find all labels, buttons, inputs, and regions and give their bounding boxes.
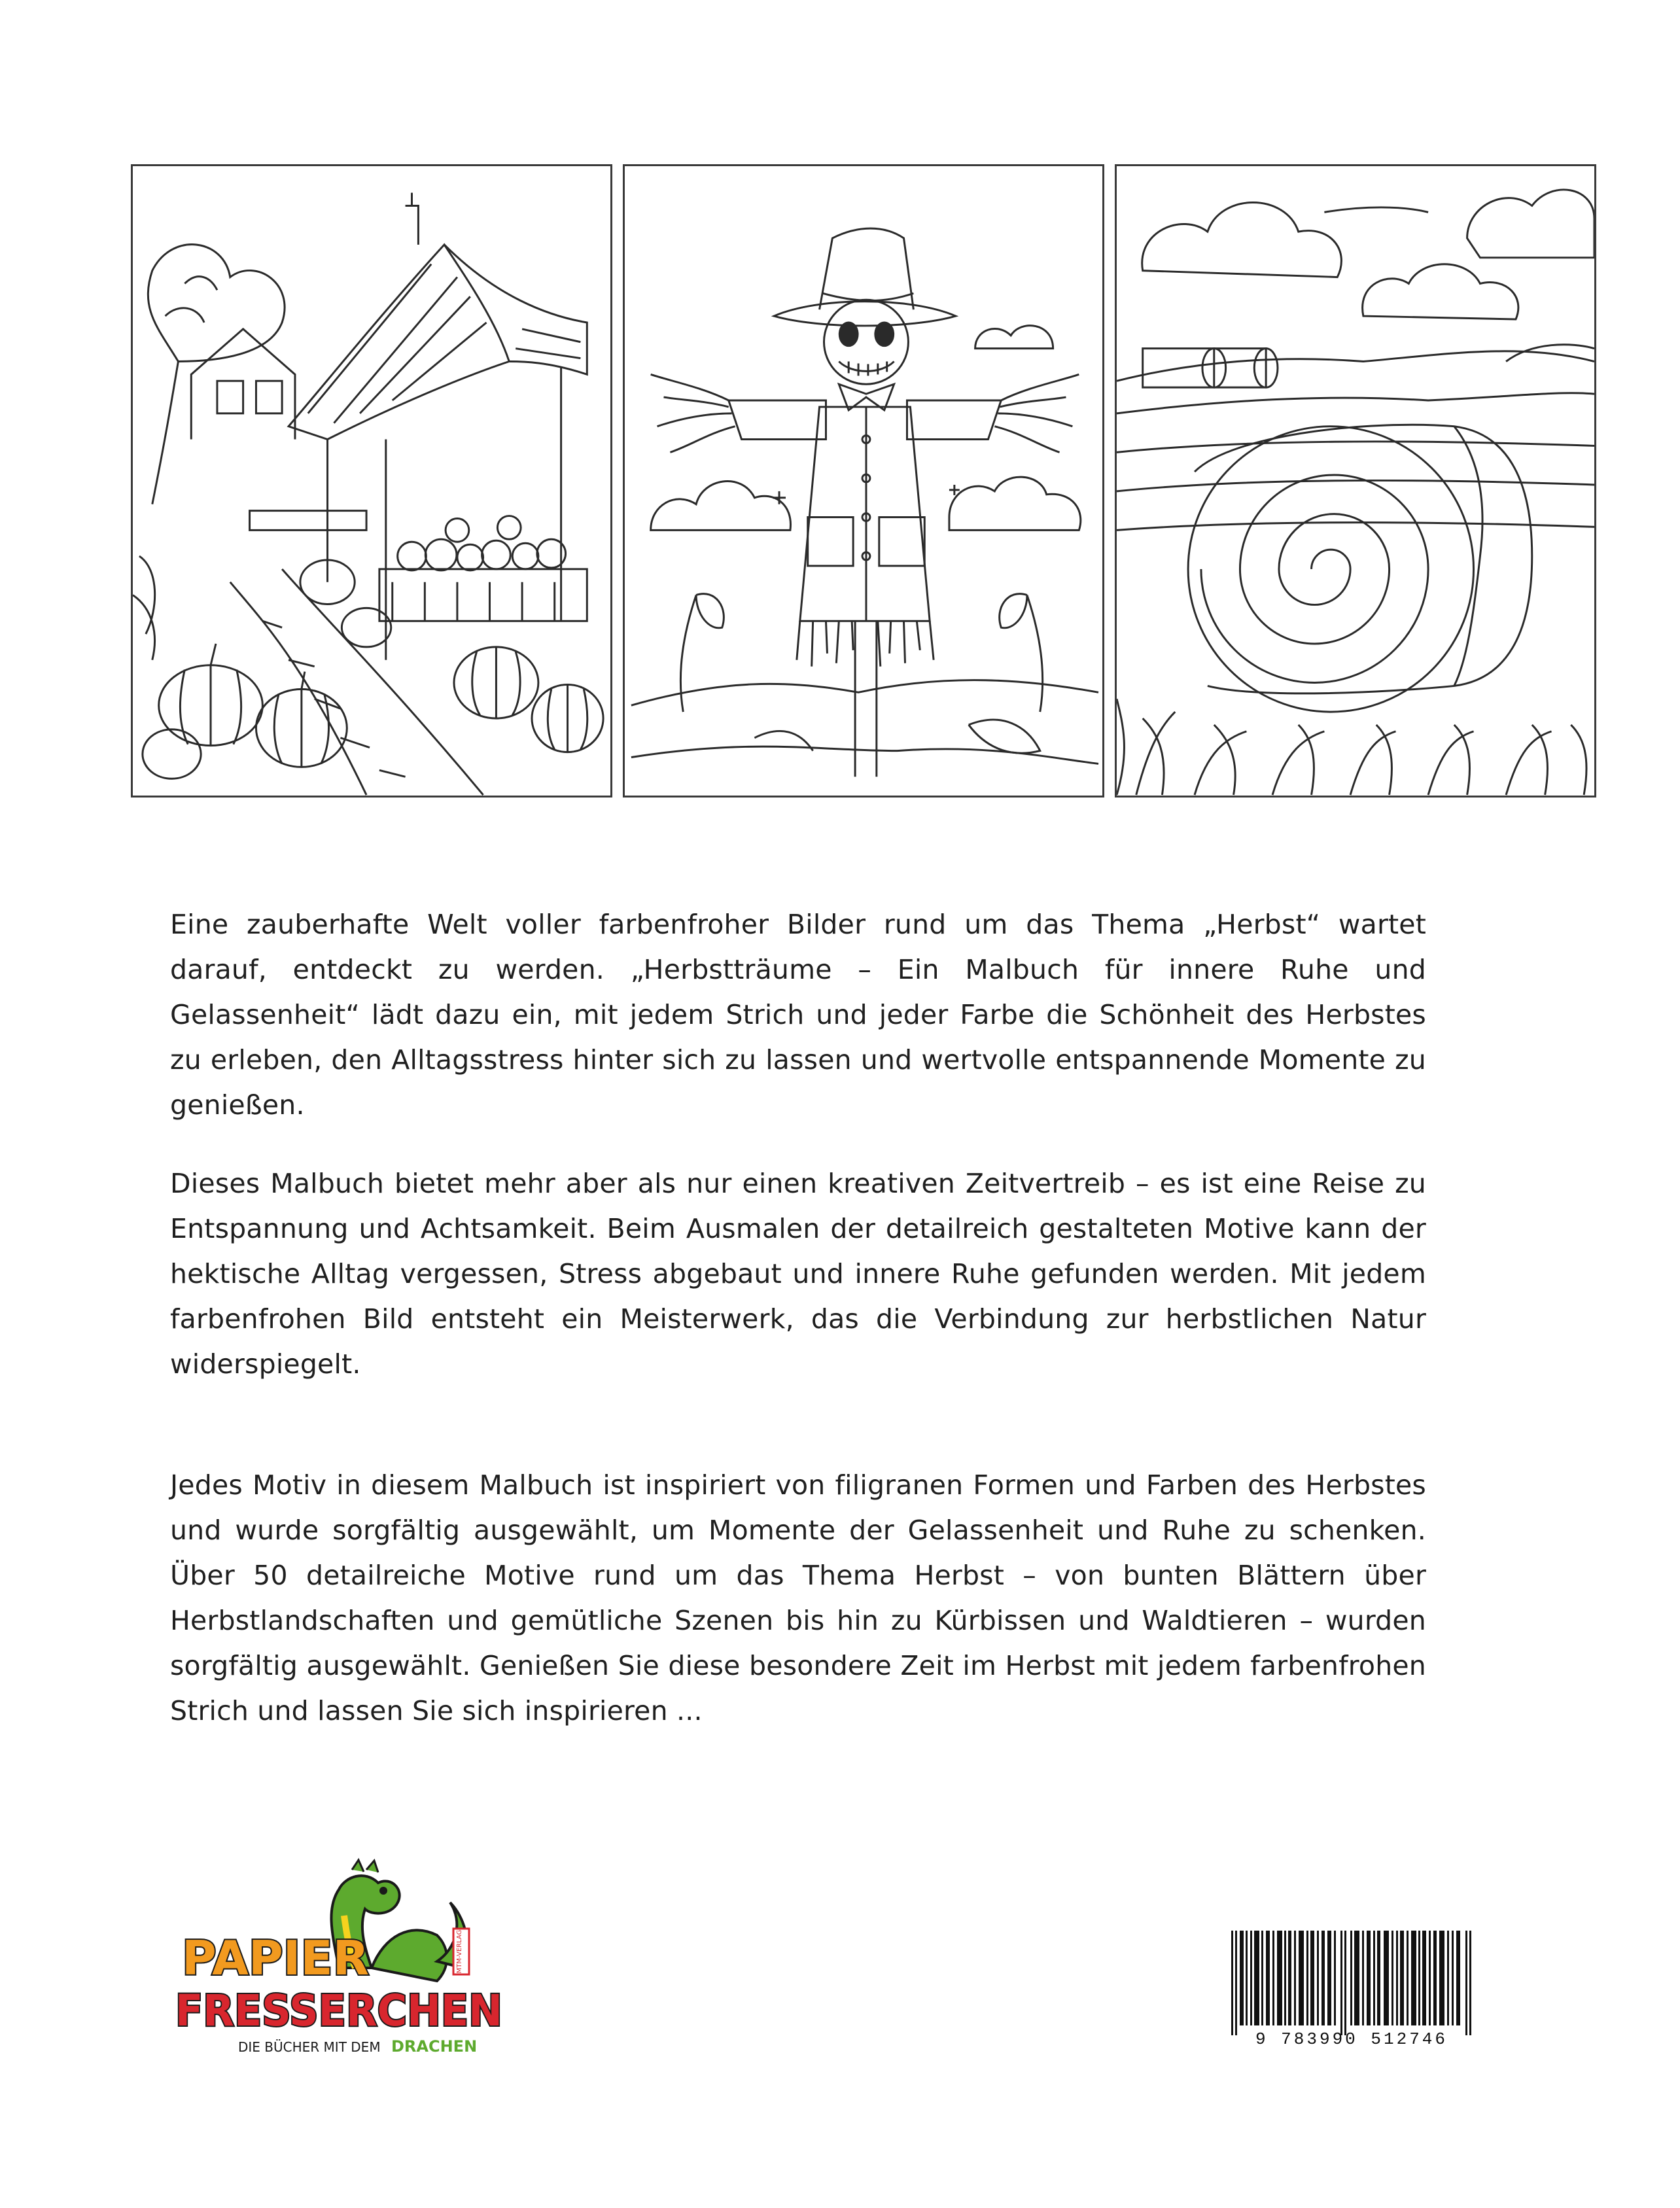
publisher-tagline-highlight: DRACHEN: [391, 2037, 478, 2056]
description-paragraph-2: Dieses Malbuch bietet mehr aber als nur einen kreativen Zeitvertreib – es ist eine Reise zu Entspannung und Achtsamkeit. Beim Ausmalen der detailreich gestalteten Motive kann der hektische Alltag vergessen, Stress abgebaut und innere Ruhe gefunden werden. Mit jedem farbenfrohen Bild entsteht ein Meisterwerk, das die Verbindung zur herbstlichen Natur widerspiegelt.: [170, 1168, 1426, 1380]
illustration-scarecrow: [623, 164, 1104, 797]
publisher-side-label: MTM-VERLAG: [456, 1929, 463, 1974]
barcode-icon: [1222, 1921, 1481, 2045]
hay-bale-illustration: [1117, 166, 1594, 796]
illustration-hay-bale-field: [1115, 164, 1596, 797]
publisher-name-line-1: PAPIER: [182, 1931, 370, 1986]
illustration-autumn-market: [131, 164, 612, 797]
description-paragraph-1: Eine zauberhafte Welt voller farbenfroher Bilder rund um das Thema „Herbst“ wartet darauf, entdeckt zu werden. „Herbstträume – Ein Malbuch für innere Ruhe und Gelassenheit“ lädt dazu ein, mit jedem Strich und jeder Farbe die Schönheit des Herbstes zu erleben, den Alltagsstress hinter sich zu lassen und wertvolle entspannende Momente zu genießen.: [170, 909, 1426, 1121]
isbn-number: 9 783990 512746: [1255, 2029, 1448, 2049]
publisher-name-line-2: FRESSERCHEN: [175, 1986, 502, 2036]
description-paragraph-3: Jedes Motiv in diesem Malbuch ist inspiriert von filigranen Formen und Farben des Herbstes und wurde sorgfältig ausgewählt, um Momente der Gelassenheit und Ruhe zu schenken. Über 50 detailreiche Motive rund um das Thema Herbst – von bunten Blättern über Herbstlandschaften und gemütliche Szenen bis hin zu Kürbissen und Waldtieren – wurden sorgfältig ausgewählt. Genießen Sie diese besondere Zeit im Herbst mit jedem farbenfrohen Strich und lassen Sie sich inspirieren ...: [170, 1469, 1426, 1726]
scarecrow-illustration: [625, 166, 1102, 796]
dragon-logo-icon: [175, 1857, 516, 2059]
market-stall-pumpkins-illustration: [133, 166, 610, 796]
isbn-barcode: [1222, 1921, 1481, 2049]
publisher-tagline: DIE BÜCHER MIT DEM: [238, 2039, 381, 2055]
publisher-logo: [175, 1857, 516, 2059]
